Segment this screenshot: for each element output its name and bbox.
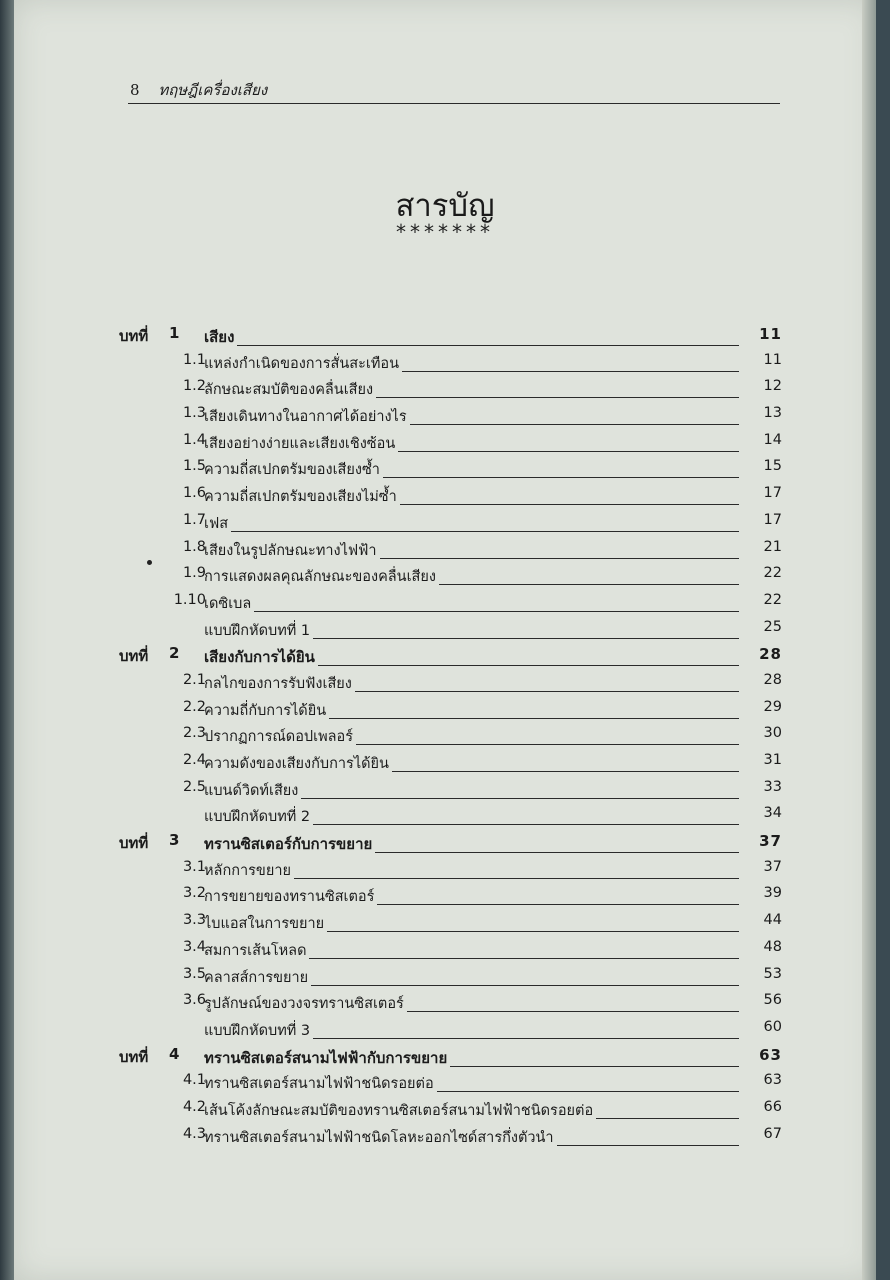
toc-section-row xyxy=(14,454,876,481)
toc-chapter-row xyxy=(14,641,876,668)
toc-section-row xyxy=(14,348,876,375)
toc-page-number: 34 xyxy=(763,805,782,822)
toc-entry-title: คลาสส์การขยาย xyxy=(204,969,309,986)
toc-page-number: 48 xyxy=(763,938,782,955)
toc-entry-title: กลไกของการรับฟังเสียง xyxy=(204,675,352,692)
toc-page-number: 37 xyxy=(759,832,782,851)
toc-entry-title: ลักษณะสมบัติของคลื่นเสียง xyxy=(204,382,374,399)
chapter-number: 4 xyxy=(169,1044,180,1063)
section-number: 1.7 xyxy=(182,511,206,528)
toc-page-number: 28 xyxy=(759,645,782,664)
leader-line xyxy=(439,584,739,585)
toc-entry-title: เสียงเดินทางในอากาศได้อย่างไร xyxy=(204,409,407,426)
toc-page-number: 37 xyxy=(763,858,782,875)
toc-page-number: 11 xyxy=(759,325,782,343)
toc-section-row xyxy=(14,1068,876,1095)
toc-entry-title: ความถี่สเปกตรัมของเสียงซ้ำ xyxy=(204,462,380,479)
toc-section-row xyxy=(14,935,876,962)
toc-page-number: 53 xyxy=(763,965,782,982)
toc-section-row xyxy=(14,801,876,828)
leader-line xyxy=(254,611,739,612)
leader-line xyxy=(596,1118,739,1119)
leader-line xyxy=(355,691,739,692)
leader-line xyxy=(383,477,739,478)
toc-section-row xyxy=(14,881,876,908)
toc-entry-title: แบบฝึกหัดบทที่ 3 xyxy=(204,1022,311,1039)
running-head xyxy=(130,78,267,102)
toc-entry-title: แบบฝึกหัดบทที่ 1 xyxy=(204,622,311,639)
toc-entry-title: ทรานซิสเตอร์สนามไฟฟ้าชนิดโลหะออกไซด์สารกึ่งตัวนำ xyxy=(204,1129,554,1146)
toc-section-row xyxy=(14,588,876,615)
toc-page-number: 25 xyxy=(763,618,782,635)
toc-entry-title: ไบแอสในการขยาย xyxy=(204,916,325,933)
toc-entry-title: เดซิเบล xyxy=(204,595,252,612)
book-spine-edge xyxy=(0,0,14,1280)
leader-line xyxy=(450,1066,739,1067)
toc-section-row xyxy=(14,561,876,588)
toc-chapter-row xyxy=(14,1042,876,1069)
toc-page-number: 44 xyxy=(763,912,782,929)
toc-page-number: 17 xyxy=(763,511,782,528)
section-number: 3.1 xyxy=(182,858,206,875)
leader-line xyxy=(410,424,739,425)
toc-entry-title: ทรานซิสเตอร์สนามไฟฟ้าชนิดรอยต่อ xyxy=(204,1076,434,1093)
chapter-number: 2 xyxy=(169,644,180,663)
toc-entry-title: เสียง xyxy=(204,328,235,346)
toc-entry-title: สมการเส้นโหลด xyxy=(204,942,307,959)
toc-section-row xyxy=(14,988,876,1015)
leader-line xyxy=(313,1038,739,1039)
chapter-number: 3 xyxy=(169,831,180,850)
toc-page-number: 63 xyxy=(763,1072,782,1089)
leader-line xyxy=(301,798,739,799)
section-number: 1.9 xyxy=(182,565,206,582)
leader-line xyxy=(231,531,739,532)
toc-section-row xyxy=(14,1015,876,1042)
toc-section-row xyxy=(14,775,876,802)
chapter-number: 1 xyxy=(169,324,180,342)
section-number: 3.4 xyxy=(182,938,206,955)
section-number: 3.2 xyxy=(182,885,206,902)
toc-section-row xyxy=(14,428,876,455)
toc-page-number: 13 xyxy=(763,405,782,422)
leader-line xyxy=(237,345,739,346)
section-number: 1.3 xyxy=(182,405,206,422)
section-number: 1.6 xyxy=(182,485,206,502)
leader-line xyxy=(376,397,739,398)
toc-section-row xyxy=(14,615,876,642)
toc-page-number: 15 xyxy=(763,458,782,475)
leader-line xyxy=(377,904,739,905)
chapter-label: บทที่ xyxy=(119,834,149,853)
toc-entry-title: ทรานซิสเตอร์สนามไฟฟ้ากับการขยาย xyxy=(204,1048,448,1067)
toc-entry-title: ความถี่กับการได้ยิน xyxy=(204,702,327,719)
toc-entry-title: เฟส xyxy=(204,515,229,532)
toc-page-number: 29 xyxy=(763,698,782,715)
toc-entry-title: รูปลักษณ์ของวงจรทรานซิสเตอร์ xyxy=(204,996,404,1013)
section-number: 2.3 xyxy=(182,725,206,742)
toc-section-row xyxy=(14,1095,876,1122)
toc-page-number: 30 xyxy=(763,725,782,742)
leader-line xyxy=(327,931,739,932)
toc-entry-title: เสียงกับการได้ยิน xyxy=(204,648,315,667)
section-number: 2.4 xyxy=(182,752,206,768)
leader-line xyxy=(309,958,739,959)
leader-line xyxy=(313,638,739,639)
toc-page-number: 63 xyxy=(759,1045,782,1064)
leader-line xyxy=(356,744,739,745)
toc-entry-title: ทรานซิสเตอร์กับการขยาย xyxy=(204,835,373,854)
chapter-label: บทที่ xyxy=(119,647,149,666)
toc-section-row xyxy=(14,374,876,401)
toc-entry-title: หลักการขยาย xyxy=(204,862,291,879)
toc-page-number: 17 xyxy=(763,485,782,502)
section-number: 2.5 xyxy=(182,778,206,795)
leader-line xyxy=(392,771,739,772)
toc-section-row xyxy=(14,481,876,508)
title-ornament: ******* xyxy=(396,220,494,244)
toc-section-row xyxy=(14,508,876,535)
section-number: 2.2 xyxy=(182,698,206,715)
toc-section-row xyxy=(14,695,876,722)
toc-page-number: 22 xyxy=(763,591,782,608)
toc-page-number: 60 xyxy=(763,1018,782,1035)
toc-page-number: 22 xyxy=(763,565,782,582)
toc-section-row xyxy=(14,962,876,989)
book-title: ทฤษฎีเครื่องเสียง xyxy=(158,81,268,99)
leader-line xyxy=(398,451,739,452)
toc-entry-title: เสียงอย่างง่ายและเสียงเชิงซ้อน xyxy=(204,435,396,452)
section-number: 2.1 xyxy=(182,671,206,688)
toc-section-row xyxy=(14,908,876,935)
toc-entry-title: แบบฝึกหัดบทที่ 2 xyxy=(204,809,311,826)
leader-line xyxy=(329,718,739,719)
leader-line xyxy=(318,665,739,666)
leader-line xyxy=(294,878,739,879)
toc-page-number: 56 xyxy=(763,992,782,1009)
leader-line xyxy=(313,824,739,825)
toc-page-number: 14 xyxy=(763,431,782,448)
leader-line xyxy=(557,1145,739,1146)
chapter-label: บทที่ xyxy=(119,327,149,345)
leader-line xyxy=(402,371,739,372)
leader-line xyxy=(407,1011,739,1012)
section-number: 4.2 xyxy=(182,1098,206,1115)
header-rule xyxy=(128,103,780,104)
toc-page-number: 66 xyxy=(763,1098,782,1115)
ink-speck xyxy=(147,560,152,565)
book-page xyxy=(14,0,876,1280)
toc-section-row xyxy=(14,668,876,695)
page-title: สารบัญ xyxy=(395,188,495,224)
toc-page-number: 21 xyxy=(763,538,782,555)
toc-chapter-row xyxy=(14,321,876,348)
toc-chapter-row xyxy=(14,828,876,855)
leader-line xyxy=(400,504,739,505)
toc-entry-title: การขยายของทรานซิสเตอร์ xyxy=(204,889,375,906)
section-number: 4.3 xyxy=(182,1125,206,1142)
toc-entry-title: เส้นโค้งลักษณะสมบัติของทรานซิสเตอร์สนามไฟฟ้าชนิดรอยต่อ xyxy=(204,1102,594,1119)
page-number: 8 xyxy=(130,81,140,99)
toc-entry-title: ปรากฏการณ์ดอปเพลอร์ xyxy=(204,729,354,746)
toc-page-number: 31 xyxy=(763,752,782,768)
toc-section-row xyxy=(14,1122,876,1149)
toc-entry-title: แหล่งกำเนิดของการสั่นสะเทือน xyxy=(204,355,400,372)
toc-section-row xyxy=(14,748,876,775)
leader-line xyxy=(380,558,739,559)
section-number: 1.5 xyxy=(182,458,206,475)
chapter-label: บทที่ xyxy=(119,1047,149,1066)
toc-section-row xyxy=(14,721,876,748)
table-of-contents xyxy=(14,321,876,1148)
section-number: 1.8 xyxy=(182,538,206,555)
leader-line xyxy=(437,1091,739,1092)
section-number: 1.1 xyxy=(182,351,206,368)
toc-page-number: 33 xyxy=(763,778,782,795)
leader-line xyxy=(311,985,739,986)
toc-entry-title: เสียงในรูปลักษณะทางไฟฟ้า xyxy=(204,542,377,559)
section-number: 3.5 xyxy=(182,965,206,982)
toc-entry-title: การแสดงผลคุณลักษณะของคลื่นเสียง xyxy=(204,569,436,586)
toc-entry-title: ความถี่สเปกตรัมของเสียงไม่ซ้ำ xyxy=(204,489,397,506)
section-number: 3.6 xyxy=(182,992,206,1009)
section-number: 1.10 xyxy=(173,591,206,608)
toc-entry-title: แบนด์วิดท์เสียง xyxy=(204,782,299,799)
toc-entry-title: ความดังของเสียงกับการได้ยิน xyxy=(204,756,389,772)
toc-page-number: 11 xyxy=(763,351,782,368)
leader-line xyxy=(375,852,739,853)
toc-page-number: 67 xyxy=(763,1125,782,1142)
toc-section-row xyxy=(14,535,876,562)
toc-section-row xyxy=(14,401,876,428)
section-number: 3.3 xyxy=(182,912,206,929)
toc-page-number: 39 xyxy=(763,885,782,902)
section-number: 1.2 xyxy=(182,378,206,395)
toc-section-row xyxy=(14,855,876,882)
toc-page-number: 12 xyxy=(763,378,782,395)
toc-page-number: 28 xyxy=(763,671,782,688)
section-number: 4.1 xyxy=(182,1072,206,1089)
section-number: 1.4 xyxy=(182,431,206,448)
